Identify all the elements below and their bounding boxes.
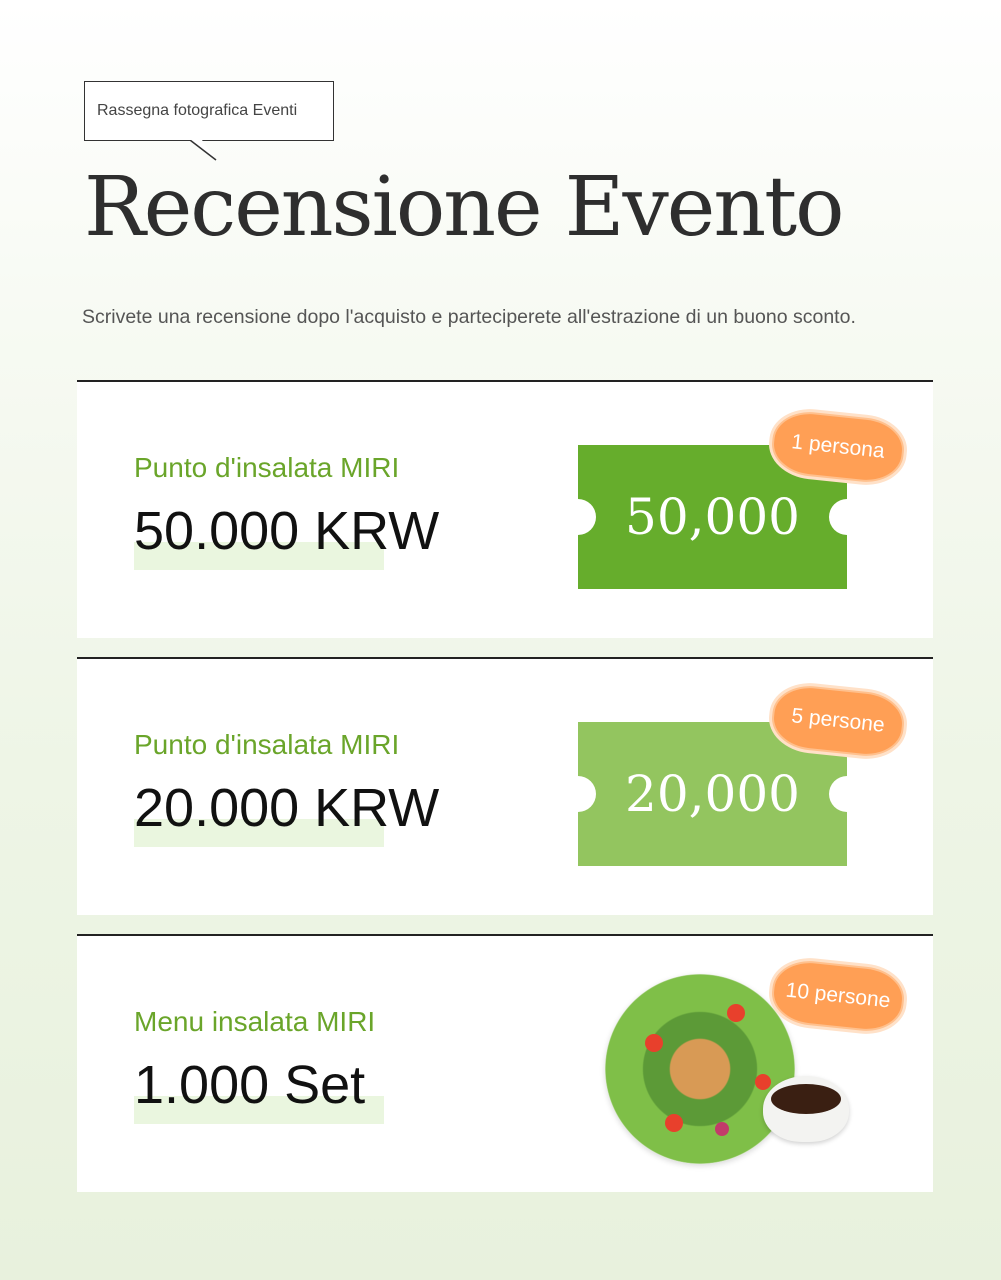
prize-label: Menu insalata MIRI [134,1006,376,1037]
prize-value: 1.000 Set [134,1055,366,1115]
salad-plate-image [605,974,795,1164]
winners-badge [769,957,907,1034]
tomato-icon [665,1114,683,1132]
prize-label: Punto d'insalata MIRI [134,729,400,760]
winners-count: 1 persona [790,430,886,463]
page-subtitle: Scrivete una recensione dopo l'acquisto e parteciperete all'estrazione di un buono sconto. [82,306,856,328]
dressing-bowl-image [763,1076,849,1142]
onion-icon [715,1122,729,1136]
event-tag [84,81,334,141]
winners-count: 10 persone [784,978,892,1013]
tomato-icon [755,1074,771,1090]
prize-value: 50.000 KRW [134,501,440,561]
ticket-amount: 20,000 [625,765,800,823]
prize-label: Punto d'insalata MIRI [134,452,400,483]
prize-card-1 [77,380,933,638]
tomato-icon [645,1034,663,1052]
prize-card-2 [77,657,933,915]
ticket-notch [560,776,596,812]
ticket-notch [829,499,865,535]
sauce-icon [771,1084,841,1114]
ticket-notch [829,776,865,812]
tomato-icon [727,1004,745,1022]
winners-count: 5 persone [790,704,886,737]
page-title: Recensione Evento [84,160,843,255]
ticket-amount: 50,000 [625,488,800,546]
speech-tail-icon [190,140,220,162]
ticket-notch [560,499,596,535]
prize-card-3 [77,934,933,1192]
event-tag-label: Rassegna fotografica Eventi [97,102,298,119]
prize-value: 20.000 KRW [134,778,440,838]
